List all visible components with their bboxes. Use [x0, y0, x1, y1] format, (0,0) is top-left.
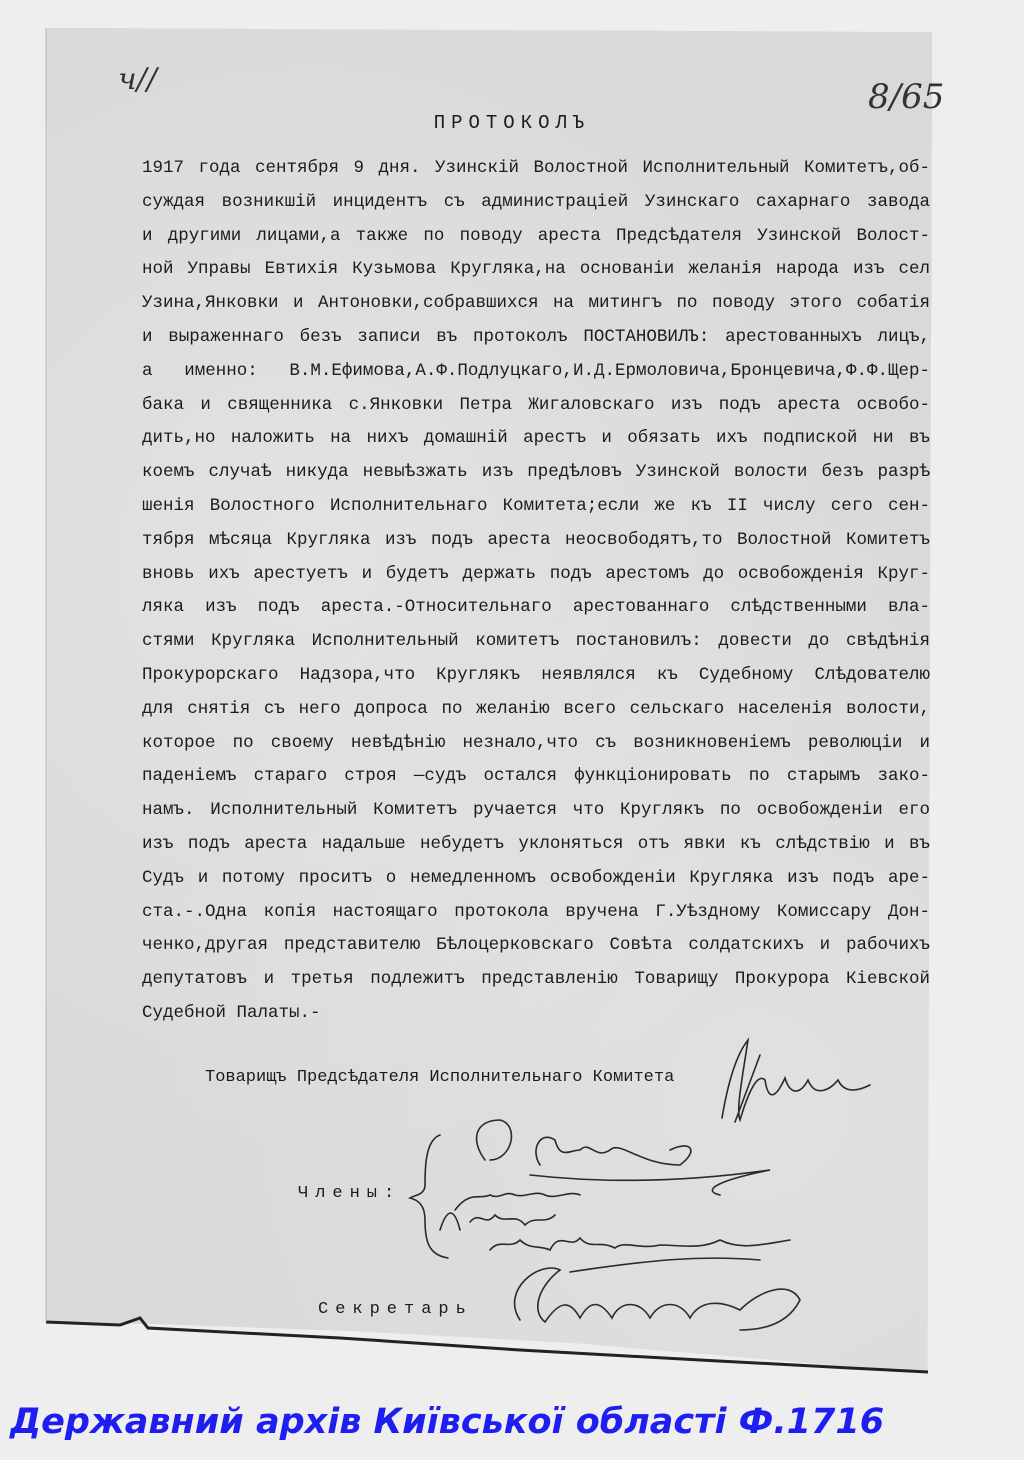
text-line: коемъ случаѣ никуда невыѣзжать изъ предѣловъ Узинской волости безъ разрѣ: [142, 462, 930, 483]
text-line: дить,но наложить на нихъ домашній арестъ и обязать ихъ подпиской ни въ: [142, 428, 930, 449]
text-line: 1917 года сентября 9 дня. Узинскій Волостной Исполнительный Комитетъ,об-: [142, 158, 930, 178]
text-line: изъ подъ ареста надальше небудетъ уклоняться отъ явки къ слѣдствію и въ: [142, 833, 930, 854]
archive-caption: Державний архів Київської області Ф.1716: [10, 1402, 885, 1442]
text-line: бака и священника с.Янковки Петра Жигаловскаго изъ подъ ареста освобо-: [142, 394, 930, 415]
text-line: шенія Волостного Исполнительнаго Комитета;если же къ II числу сего сен-: [142, 495, 930, 516]
text-line: и другими лицами,а также по поводу ареста Предсѣдателя Узинской Волост-: [142, 225, 930, 246]
text-line: вновь ихъ арестуетъ и будетъ держать подъ арестомъ до освобожденія Круг-: [142, 563, 930, 584]
text-line: ной Управы Евтихія Кузьмова Кругляка,на основаніи желанія народа изъ сел: [142, 259, 930, 280]
document-body: [142, 155, 930, 1034]
text-line: и выраженнаго безъ записи въ протоколъ ПОСТАНОВИЛЪ: арестованныхъ лицъ,: [142, 326, 930, 347]
text-line: ченко,другая представителю Бѣлоцерковскаго Совѣта солдатскихъ и рабочихъ: [142, 935, 930, 956]
text-line: Узина,Янковки и Антоновки,собравшихся на митингъ по поводу этого собатія: [142, 293, 930, 314]
archive-folio-number: 8/65: [868, 77, 945, 117]
text-line: намъ. Исполнительный Комитетъ ручается что Круглякъ по освобожденіи его: [142, 800, 930, 821]
text-line: Судебной Палаты.-: [142, 1002, 321, 1023]
text-line: Прокурорскаго Надзора,что Круглякъ неявлялся къ Судебному Слѣдователю: [142, 664, 930, 685]
text-line: которое по своему невѣдѣнію незнало,что съ возникновеніемъ революціи и: [142, 732, 930, 753]
text-line: стями Кругляка Исполнительный комитетъ постановилъ: довести до свѣдѣнія: [142, 631, 930, 652]
text-line: депутатовъ и третья подлежитъ представленію Товарищу Прокурора Кіевской: [142, 969, 930, 990]
text-line: суждая возникшій инцидентъ съ администраціей Узинскаго сахарнаго завода: [142, 191, 930, 212]
text-line: ста.-.Одна копія настоящаго протокола вручена Г.Уѣздному Комиссару Дон-: [142, 901, 930, 922]
members-label: Члены:: [298, 1184, 402, 1203]
text-line: а именно: В.М.Ефимова,А.Ф.Подлуцкаго,И.Д.Ермоловича,Бронцевича,Ф.Ф.Щер-: [142, 360, 930, 381]
text-line: ляка изъ подъ ареста.-Относительнаго арестованнаго слѣдственными вла-: [142, 597, 930, 618]
secretary-label: Секретарь: [318, 1300, 473, 1319]
text-line: тября мѣсяца Кругляка изъ подъ ареста неосвободятъ,то Волостной Комитетъ: [142, 529, 930, 550]
document-title: ПРОТОКОЛЪ: [433, 112, 591, 134]
text-line: паденіемъ стараго строя —судъ остался функціонировать по старымъ зако-: [142, 766, 930, 787]
deputy-chair-label: Товарищъ Предсѣдателя Исполнительнаго Комитета: [205, 1068, 675, 1087]
archive-mark-top-left: ч//: [118, 62, 157, 97]
text-line: для снятія съ него допроса по желанію всего сельскаго населенія волости,: [142, 698, 930, 719]
text-line: Судъ и потому проситъ о немедленномъ освобожденіи Кругляка изъ подъ аре-: [142, 867, 930, 888]
